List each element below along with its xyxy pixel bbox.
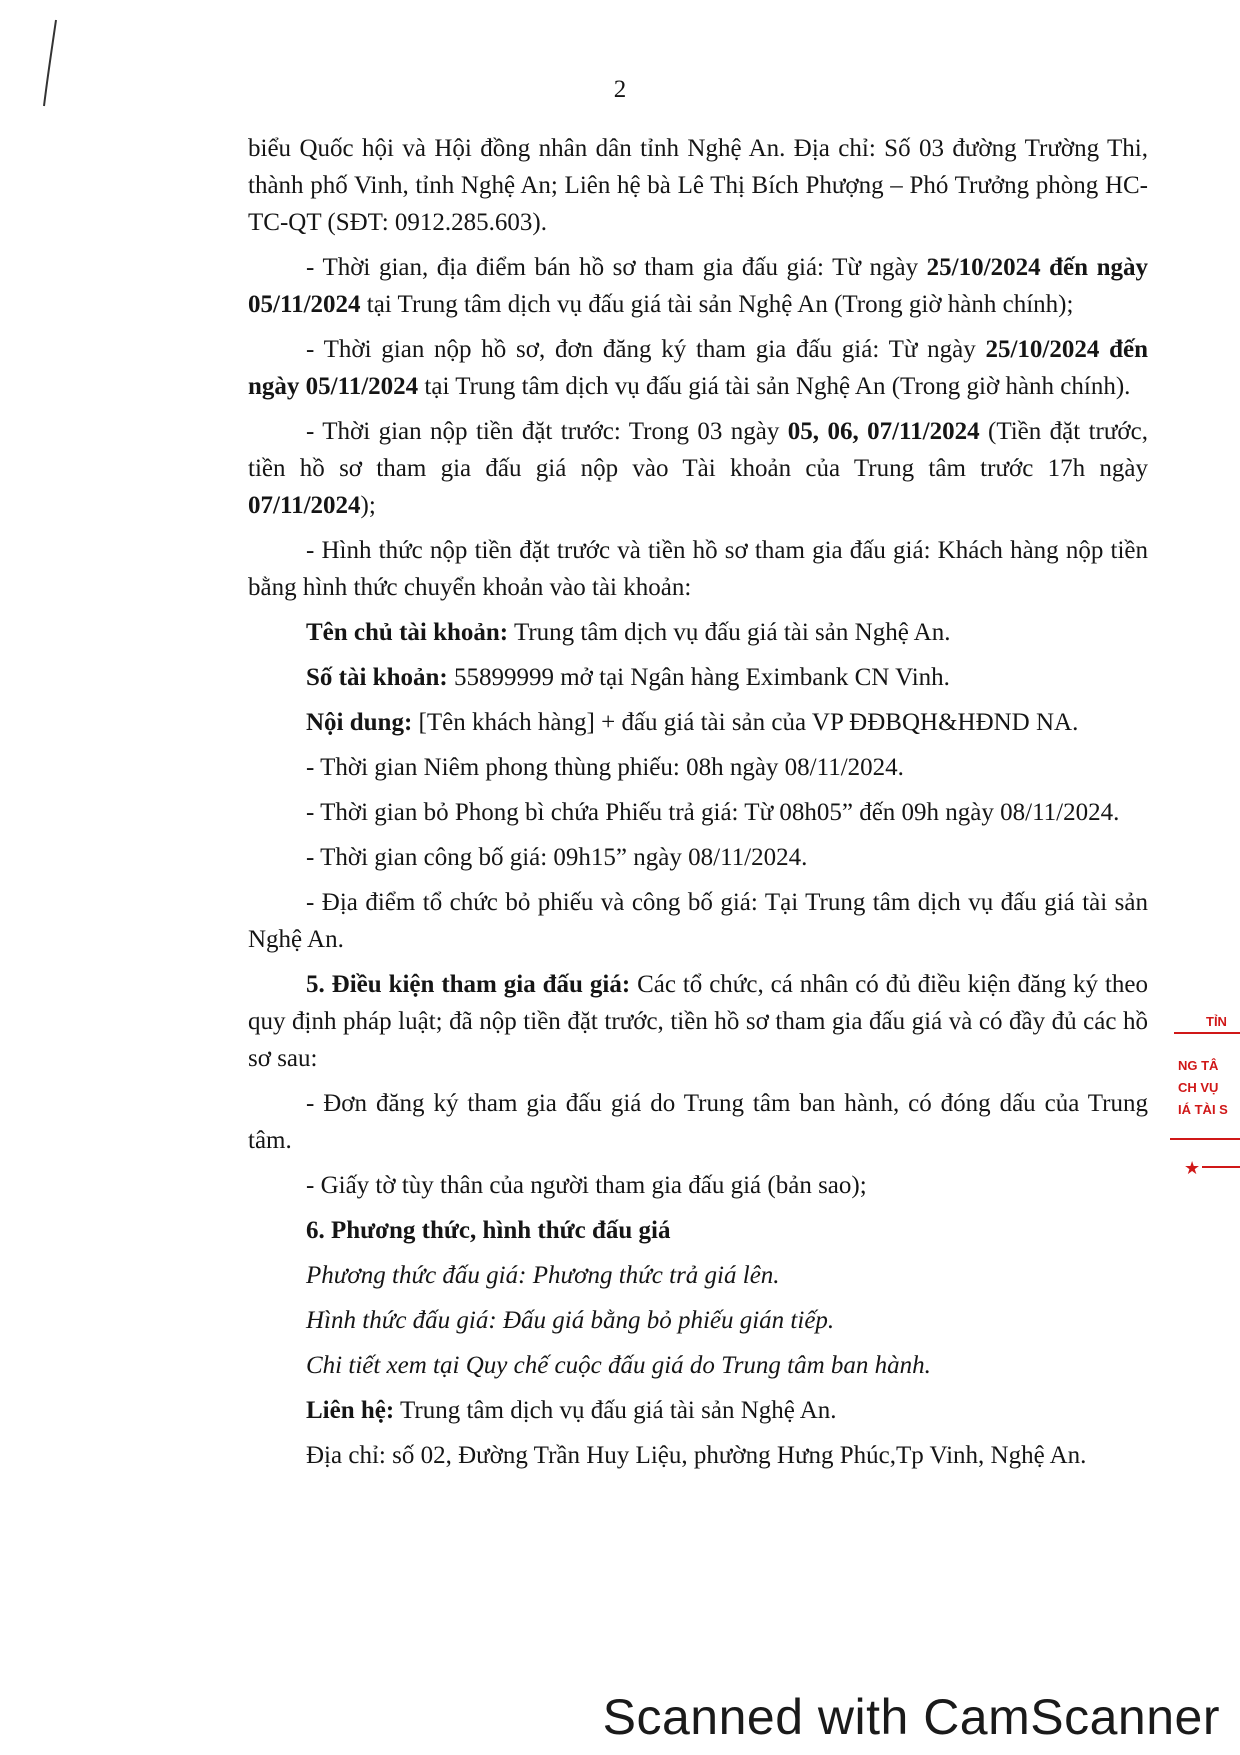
stamp-text-line: CH VỤ: [1178, 1080, 1219, 1095]
paragraph-price-announcement-time: - Thời gian công bố giá: 09h15” ngày 08/11/2024.: [306, 844, 808, 871]
paragraph-voting-location: - Địa điểm tổ chức bỏ phiếu và công bố giá: Tại Trung tâm dịch vụ đấu giá tài sản Nghệ An.: [248, 889, 1148, 953]
stamp-text-line: IÁ TÀI S: [1178, 1102, 1228, 1117]
paragraph-bid-envelope-time: - Thời gian bỏ Phong bì chứa Phiếu trả giá: Từ 08h05” đến 09h ngày 08/11/2024.: [306, 799, 1120, 826]
paragraph-payment-content: Nội dung: [Tên khách hàng] + đấu giá tài sản của VP ĐĐBQH&HĐND NA.: [306, 709, 1079, 736]
document-body: [248, 130, 1148, 1482]
paragraph-auction-method: Phương thức đấu giá: Phương thức trả giá lên.: [306, 1262, 780, 1289]
paragraph-auction-form: Hình thức đấu giá: Đấu giá bằng bỏ phiếu gián tiếp.: [306, 1307, 835, 1334]
paragraph-deposit-time: - Thời gian nộp tiền đặt trước: Trong 03 ngày 05, 06, 07/11/2024 (Tiền đặt trước, tiền hồ sơ tham gia đấu giá nộp vào Tài khoản của Trung tâm trước 17h ngày 07/11/2024);: [248, 418, 1148, 519]
camscanner-watermark: Scanned with CamScanner: [602, 1689, 1220, 1745]
paragraph-application-submission-time: - Thời gian nộp hồ sơ, đơn đăng ký tham gia đấu giá: Từ ngày 25/10/2024 đến ngày 05/11/2024 tại Trung tâm dịch vụ đấu giá tài sản Nghệ An (Trong giờ hành chính).: [248, 336, 1148, 400]
paragraph-identity-documents: - Giấy tờ tùy thân của người tham gia đấu giá (bản sao);: [306, 1172, 867, 1199]
page-number: 2: [613, 76, 627, 103]
star-icon: ★: [1184, 1158, 1201, 1178]
paragraph-contact-address: Địa chỉ: số 02, Đường Trần Huy Liệu, phường Hưng Phúc,Tp Vinh, Nghệ An.: [306, 1442, 1087, 1469]
paragraph-contact: Liên hệ: Trung tâm dịch vụ đấu giá tài sản Nghệ An.: [306, 1397, 837, 1424]
section-heading-auction-method: 6. Phương thức, hình thức đấu giá: [306, 1217, 671, 1244]
red-seal-stamp: [1164, 1010, 1240, 1195]
paragraph-payment-method: - Hình thức nộp tiền đặt trước và tiền hồ sơ tham gia đấu giá: Khách hàng nộp tiền bằng hình thức chuyển khoản vào tài khoản:: [248, 537, 1148, 601]
stamp-text-line: TỈN: [1206, 1014, 1227, 1029]
paragraph-account-holder: Tên chủ tài khoản: Trung tâm dịch vụ đấu giá tài sản Nghệ An.: [306, 619, 951, 646]
paragraph-registration-form: - Đơn đăng ký tham gia đấu giá do Trung tâm ban hành, có đóng dấu của Trung tâm.: [248, 1090, 1148, 1154]
paragraph-auction-rules: Chi tiết xem tại Quy chế cuộc đấu giá do Trung tâm ban hành.: [306, 1352, 931, 1379]
paragraph-organization-address: biểu Quốc hội và Hội đồng nhân dân tỉnh Nghệ An. Địa chỉ: Số 03 đường Trường Thi, thành phố Vinh, tỉnh Nghệ An; Liên hệ bà Lê Thị Bích Phượng – Phó Trưởng phòng HC-TC-QT (SĐT: 0912.285.603).: [248, 135, 1148, 236]
paragraph-account-number: Số tài khoản: 55899999 mở tại Ngân hàng Eximbank CN Vinh.: [306, 664, 950, 691]
paragraph-document-sale-time: - Thời gian, địa điểm bán hồ sơ tham gia đấu giá: Từ ngày 25/10/2024 đến ngày 05/11/2024 tại Trung tâm dịch vụ đấu giá tài sản Nghệ An (Trong giờ hành chính);: [248, 254, 1148, 318]
stamp-text-line: NG TÂ: [1178, 1058, 1219, 1073]
paragraph-ballot-box-sealing: - Thời gian Niêm phong thùng phiếu: 08h ngày 08/11/2024.: [306, 754, 904, 781]
paragraph-eligibility-conditions: 5. Điều kiện tham gia đấu giá: Các tổ chức, cá nhân có đủ điều kiện đăng ký theo quy định pháp luật; đã nộp tiền đặt trước, tiền hồ sơ tham gia đấu giá và có đầy đủ các hồ sơ sau:: [248, 971, 1148, 1072]
